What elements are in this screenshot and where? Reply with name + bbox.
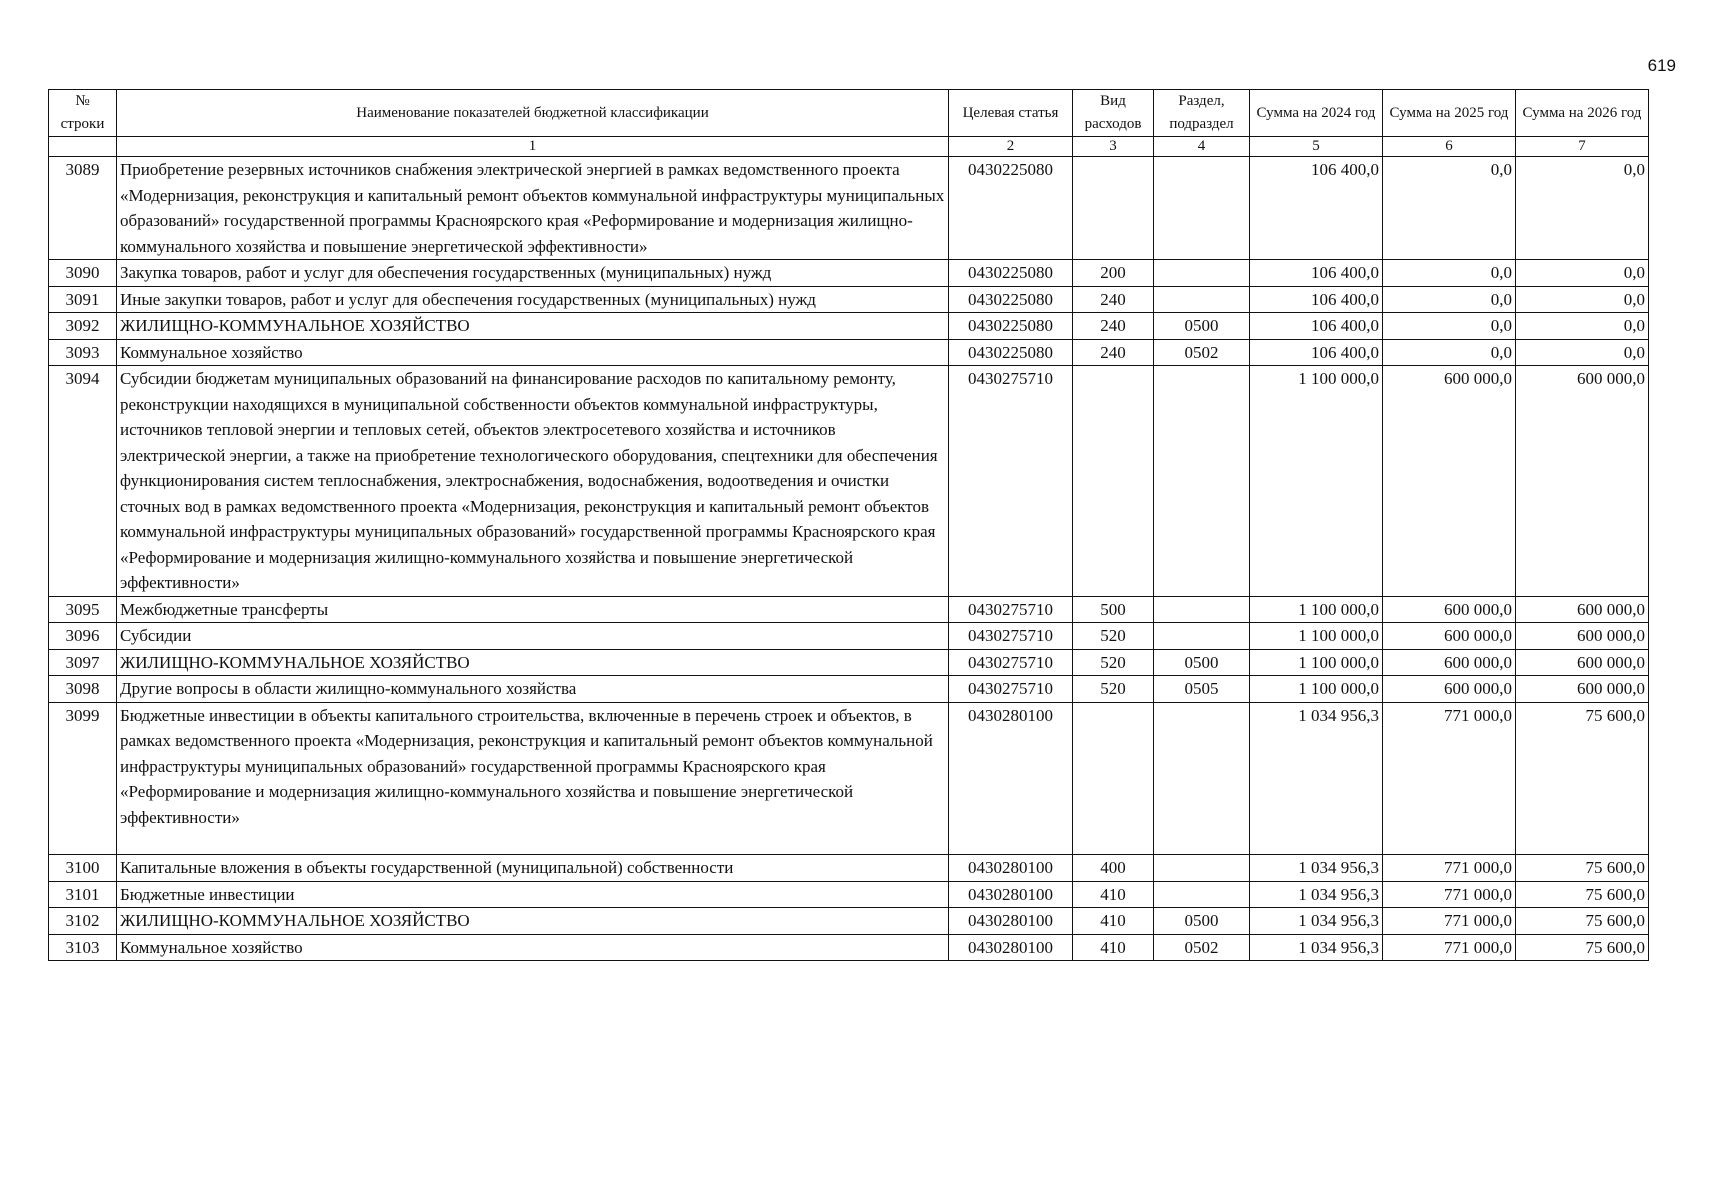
table-row [49,855,1649,882]
section-code: 0500 [1154,649,1250,676]
amount-2025: 600 000,0 [1383,366,1516,597]
amount-2025: 0,0 [1383,339,1516,366]
indicator-name: Межбюджетные трансферты [117,596,949,623]
table-row [49,286,1649,313]
target-article: 0430280100 [949,934,1073,961]
table-row [49,881,1649,908]
column-number: 6 [1383,137,1516,157]
budget-table [48,89,1649,961]
amount-2024: 106 400,0 [1250,339,1383,366]
header-expense-kind: Вид расходов [1073,90,1154,137]
expense-kind [1073,157,1154,260]
header-row-number: № строки [49,90,117,137]
section-code: 0502 [1154,339,1250,366]
amount-2024: 1 100 000,0 [1250,366,1383,597]
amount-2025: 771 000,0 [1383,855,1516,882]
amount-2024: 106 400,0 [1250,286,1383,313]
expense-kind: 410 [1073,908,1154,935]
row-number: 3103 [49,934,117,961]
amount-2024: 106 400,0 [1250,260,1383,287]
amount-2026: 600 000,0 [1516,676,1649,703]
indicator-name: Коммунальное хозяйство [117,934,949,961]
section-code [1154,260,1250,287]
expense-kind: 500 [1073,596,1154,623]
row-number: 3100 [49,855,117,882]
row-number: 3095 [49,596,117,623]
section-code [1154,366,1250,597]
amount-2024: 106 400,0 [1250,157,1383,260]
table-row [49,934,1649,961]
section-code [1154,623,1250,650]
amount-2026: 0,0 [1516,260,1649,287]
table-row [49,702,1649,855]
amount-2026: 0,0 [1516,286,1649,313]
table-row [49,908,1649,935]
row-number: 3091 [49,286,117,313]
amount-2026: 0,0 [1516,313,1649,340]
table-body [49,157,1649,961]
column-number: 2 [949,137,1073,157]
section-code [1154,855,1250,882]
table-row [49,596,1649,623]
header-indicator-name: Наименование показателей бюджетной классификации [117,90,949,137]
target-article: 0430280100 [949,855,1073,882]
amount-2026: 600 000,0 [1516,596,1649,623]
target-article: 0430280100 [949,702,1073,855]
section-code [1154,286,1250,313]
expense-kind: 200 [1073,260,1154,287]
amount-2026: 75 600,0 [1516,934,1649,961]
target-article: 0430225080 [949,157,1073,260]
amount-2025: 771 000,0 [1383,881,1516,908]
expense-kind: 410 [1073,934,1154,961]
column-number: 1 [117,137,949,157]
expense-kind: 240 [1073,313,1154,340]
row-number: 3089 [49,157,117,260]
expense-kind: 410 [1073,881,1154,908]
amount-2026: 75 600,0 [1516,908,1649,935]
amount-2024: 1 100 000,0 [1250,676,1383,703]
amount-2026: 600 000,0 [1516,649,1649,676]
target-article: 0430275710 [949,676,1073,703]
header-sum-2025: Сумма на 2025 год [1383,90,1516,137]
expense-kind: 520 [1073,623,1154,650]
amount-2025: 771 000,0 [1383,934,1516,961]
amount-2024: 1 034 956,3 [1250,881,1383,908]
header-sum-2026: Сумма на 2026 год [1516,90,1649,137]
amount-2024: 1 034 956,3 [1250,702,1383,855]
amount-2025: 600 000,0 [1383,596,1516,623]
target-article: 0430275710 [949,596,1073,623]
table-header-row [49,90,1649,137]
section-code [1154,702,1250,855]
indicator-name: Иные закупки товаров, работ и услуг для обеспечения государственных (муниципальных) нужд [117,286,949,313]
expense-kind: 520 [1073,676,1154,703]
amount-2026: 75 600,0 [1516,881,1649,908]
section-code [1154,596,1250,623]
expense-kind [1073,702,1154,855]
amount-2024: 1 034 956,3 [1250,855,1383,882]
target-article: 0430280100 [949,908,1073,935]
amount-2026: 75 600,0 [1516,702,1649,855]
table-row [49,366,1649,597]
header-target-article: Целевая статья [949,90,1073,137]
amount-2024: 1 034 956,3 [1250,908,1383,935]
amount-2026: 600 000,0 [1516,623,1649,650]
indicator-name: ЖИЛИЩНО-КОММУНАЛЬНОЕ ХОЗЯЙСТВО [117,313,949,340]
row-number: 3101 [49,881,117,908]
amount-2025: 600 000,0 [1383,623,1516,650]
target-article: 0430225080 [949,260,1073,287]
target-article: 0430275710 [949,623,1073,650]
amount-2026: 0,0 [1516,157,1649,260]
amount-2025: 771 000,0 [1383,908,1516,935]
table-row [49,157,1649,260]
row-number: 3092 [49,313,117,340]
indicator-name: Бюджетные инвестиции в объекты капитального строительства, включенные в перечень строек и объектов, в рамках ведомственного проекта «Модернизация, реконструкция и капитальный ремонт объектов коммунальной инфраструктуры муниципальных образований» государственной программы Красноярского края «Реформирование и модернизация жилищно-коммунального хозяйства и повышение энергетической эффективности» [117,702,949,855]
header-section: Раздел, подраздел [1154,90,1250,137]
table-row [49,676,1649,703]
amount-2024: 1 100 000,0 [1250,649,1383,676]
amount-2025: 600 000,0 [1383,676,1516,703]
table-row [49,649,1649,676]
amount-2026: 600 000,0 [1516,366,1649,597]
table-row [49,313,1649,340]
amount-2025: 0,0 [1383,286,1516,313]
indicator-name: Коммунальное хозяйство [117,339,949,366]
amount-2026: 0,0 [1516,339,1649,366]
indicator-name: ЖИЛИЩНО-КОММУНАЛЬНОЕ ХОЗЯЙСТВО [117,908,949,935]
column-number [49,137,117,157]
indicator-name: Другие вопросы в области жилищно-коммунального хозяйства [117,676,949,703]
indicator-name: Капитальные вложения в объекты государственной (муниципальной) собственности [117,855,949,882]
expense-kind: 400 [1073,855,1154,882]
amount-2025: 0,0 [1383,157,1516,260]
target-article: 0430225080 [949,286,1073,313]
expense-kind: 240 [1073,339,1154,366]
indicator-name: Субсидии [117,623,949,650]
amount-2025: 0,0 [1383,313,1516,340]
indicator-name: Закупка товаров, работ и услуг для обеспечения государственных (муниципальных) нужд [117,260,949,287]
target-article: 0430225080 [949,313,1073,340]
expense-kind: 520 [1073,649,1154,676]
row-number: 3096 [49,623,117,650]
column-number: 4 [1154,137,1250,157]
expense-kind [1073,366,1154,597]
amount-2024: 1 034 956,3 [1250,934,1383,961]
target-article: 0430280100 [949,881,1073,908]
row-number: 3097 [49,649,117,676]
target-article: 0430275710 [949,366,1073,597]
amount-2025: 771 000,0 [1383,702,1516,855]
amount-2024: 1 100 000,0 [1250,596,1383,623]
section-code: 0505 [1154,676,1250,703]
target-article: 0430225080 [949,339,1073,366]
row-number: 3093 [49,339,117,366]
table-row [49,623,1649,650]
header-sum-2024: Сумма на 2024 год [1250,90,1383,137]
target-article: 0430275710 [949,649,1073,676]
table-row [49,339,1649,366]
indicator-name: Приобретение резервных источников снабжения электрической энергией в рамках ведомственного проекта «Модернизация, реконструкция и капитальный ремонт объектов коммунальной инфраструктуры муниципальных образований» государственной программы Красноярского края «Реформирование и модернизация жилищно-коммунального хозяйства и повышение энергетической эффективности» [117,157,949,260]
section-code [1154,881,1250,908]
expense-kind: 240 [1073,286,1154,313]
row-number: 3090 [49,260,117,287]
amount-2024: 1 100 000,0 [1250,623,1383,650]
indicator-name: Бюджетные инвестиции [117,881,949,908]
column-number: 7 [1516,137,1649,157]
section-code: 0500 [1154,908,1250,935]
row-number: 3102 [49,908,117,935]
row-number: 3098 [49,676,117,703]
row-number: 3094 [49,366,117,597]
indicator-name: ЖИЛИЩНО-КОММУНАЛЬНОЕ ХОЗЯЙСТВО [117,649,949,676]
page-number: 619 [1647,56,1676,75]
column-number: 3 [1073,137,1154,157]
amount-2025: 600 000,0 [1383,649,1516,676]
column-number-row [49,137,1649,157]
amount-2025: 0,0 [1383,260,1516,287]
row-number: 3099 [49,702,117,855]
section-code [1154,157,1250,260]
section-code: 0502 [1154,934,1250,961]
section-code: 0500 [1154,313,1250,340]
amount-2026: 75 600,0 [1516,855,1649,882]
indicator-name: Субсидии бюджетам муниципальных образований на финансирование расходов по капитальному ремонту, реконструкции находящихся в муниципальной собственности объектов коммунальной инфраструктуры, источников тепловой энергии и тепловых сетей, объектов электросетевого хозяйства и источников электрической энергии, а также на приобретение технологического оборудования, спецтехники для обеспечения функционирования систем теплоснабжения, электроснабжения, водоснабжения, водоотведения и очистки сточных вод в рамках ведомственного проекта «Модернизация, реконструкция и капитальный ремонт объектов коммунальной инфраструктуры муниципальных образований» государственной программы Красноярского края «Реформирование и модернизация жилищно-коммунального хозяйства и повышение энергетической эффективности» [117,366,949,597]
table-row [49,260,1649,287]
column-number: 5 [1250,137,1383,157]
amount-2024: 106 400,0 [1250,313,1383,340]
